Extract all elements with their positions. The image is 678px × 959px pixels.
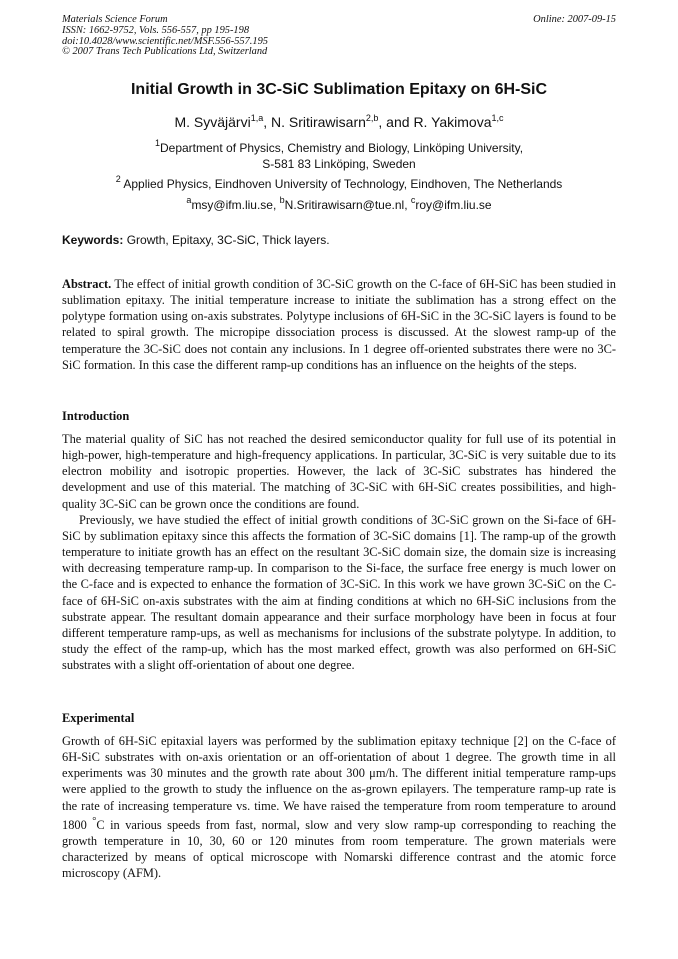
abstract bbox=[62, 276, 616, 373]
abstract-paragraph bbox=[62, 276, 616, 373]
author-superscript: 1,c bbox=[491, 113, 504, 123]
experimental-text-a: Growth of 6H-SiC epitaxial layers was performed by the sublimation epitaxy technique [2] on the C-face of 6H-SiC substrates with on-axis orientation or an off-orientation of about 1 degree. The growth time in all experiments was 30 minutes and the growth rate about 300 μm/h. The different initial temperature ramp-ups were applied to the growth to study the influence on the as-grown epilayers. The temperature ramp-up rate is the rate of increasing temperature vs. time. We have raised the temperature from room temperature to around 1800 bbox=[62, 734, 616, 832]
author-name: M. Syväjärvi bbox=[174, 114, 251, 130]
experimental-text-b: C in various speeds from fast, normal, slow and very slow ramp-up corresponding to reaching the growth temperature in 10, 30, 60 or 120 minutes from room temperature. The grown materials were characterized by means of optical microscope with Nomarski difference contrast and the atomic force microscopy (AFM). bbox=[62, 817, 616, 881]
affiliation-text: Applied Physics, Eindhoven University of Technology, Eindhoven, The Netherlands bbox=[123, 177, 563, 191]
section-heading-experimental: Experimental bbox=[62, 711, 135, 725]
affiliation-superscript: 2 bbox=[115, 174, 121, 184]
author-superscript: 1,a bbox=[250, 113, 264, 123]
email-link: roy@ifm.liu.se bbox=[415, 198, 492, 212]
keywords bbox=[62, 233, 330, 247]
author-separator: , and bbox=[378, 114, 414, 130]
affiliation-1 bbox=[0, 140, 678, 172]
journal-name: Materials Science Forum bbox=[62, 14, 168, 25]
author-separator: , bbox=[263, 114, 271, 130]
section-heading-introduction: Introduction bbox=[62, 409, 130, 423]
journal-header bbox=[62, 15, 268, 58]
degree-symbol: ° bbox=[92, 815, 97, 827]
experimental-paragraph-1 bbox=[62, 733, 616, 882]
journal-issn: ISSN: 1662-9752, Vols. 556-557, pp 195-198 bbox=[62, 24, 250, 36]
email-superscript: b bbox=[279, 195, 285, 205]
email-link: N.Sritirawisarn@tue.nl, bbox=[284, 198, 411, 212]
author-list bbox=[0, 114, 678, 130]
journal-copyright: © 2007 Trans Tech Publications Ltd, Switzerland bbox=[62, 46, 268, 58]
author-name: N. Sritirawisarn bbox=[270, 114, 366, 130]
abstract-text: The effect of initial growth condition of 3C-SiC growth on the C-face of 6H-SiC has been studied in sublimation epitaxy. The initial temperature increase to initiate the sublimation has a strong effect on the polytype formation using on-axis substrates. Polytype inclusions of 6H-SiC in the 3C-SiC layers is found to be related to spiral growth. The micropipe dissociation process is discussed. At the slowest ramp-up of the temperature the 3C-SiC does not contain any inclusions. In 1 degree off-oriented substrates there were no 3C-SiC formation. In this case the different ramp-up conditions has an influence on the heights of the steps. bbox=[62, 277, 616, 372]
abstract-label: Abstract. bbox=[62, 277, 112, 291]
online-date-text: Online: 2007-09-15 bbox=[533, 14, 616, 25]
author-name: R. Yakimova bbox=[413, 114, 492, 130]
affiliation-2-line-1 bbox=[0, 176, 678, 192]
affiliation-2 bbox=[0, 176, 678, 192]
introduction-paragraph-2: Previously, we have studied the effect of initial growth conditions of 3C-SiC grown on the Si-face of 6H-SiC by sublimation epitaxy since this affects the formation of 3C-SiC domains [1]. The ramp-up of the growth temperature to initiate growth has an effect on the resultant 3C-SiC domain size, the domain size is increasing with decreasing temperature ramp-up. In comparison to the Si-face, the surface free energy is much lower on the C-face and is expected to enhance the formation of 3C-SiC. In this work we have grown 3C-SiC on the C-face of 6H-SiC on-axis substrates with the aim at finding conditions at which no 6H-SiC inclusions from the substrate appear. The resultant domain appearance and their surface morphology have been in focus at four different temperature ramp-ups, as well as mechanisms for inclusions of the substrate polytype. In addition, to study the effect of the ramp-up, which has the most marked effect, growth was also performed on 6H-SiC substrates with a slight off-orientation of about one degree. bbox=[62, 512, 616, 673]
email-superscript: c bbox=[410, 195, 416, 205]
journal-doi: doi:10.4028/www.scientific.net/MSF.556-557.195 bbox=[62, 35, 268, 47]
email-link: msy@ifm.liu.se, bbox=[191, 198, 280, 212]
affiliation-1-line-2: S-581 83 Linköping, Sweden bbox=[262, 157, 416, 171]
affiliation-superscript: 1 bbox=[154, 138, 160, 148]
paper-title: Initial Growth in 3C-SiC Sublimation Epitaxy on 6H-SiC bbox=[130, 81, 548, 98]
introduction-paragraph-1: The material quality of SiC has not reached the desired semiconductor quality for full use of its potential in high-power, high-temperature and high-frequency applications. In particular, 3C-SiC is very suitable due to its electron mobility and isotropic properties. However, the lack of 3C-SiC substrates has hindered the development and use of this material. The matching of 3C-SiC with 6H-SiC creates possibilities, and high-quality 3C-SiC can be grown once the conditions are found. bbox=[62, 432, 616, 511]
affiliation-1-line-1 bbox=[0, 140, 678, 156]
introduction-body bbox=[62, 431, 616, 673]
affiliation-text: Department of Physics, Chemistry and Biology, Linköping University, bbox=[159, 141, 524, 155]
keywords-label: Keywords: bbox=[62, 233, 124, 247]
keywords-text: Growth, Epitaxy, 3C-SiC, Thick layers. bbox=[123, 233, 330, 247]
author-superscript: 2,b bbox=[365, 113, 379, 123]
online-date bbox=[533, 15, 616, 26]
experimental-body bbox=[62, 733, 616, 882]
author-emails bbox=[0, 195, 678, 212]
email-superscript: a bbox=[186, 195, 192, 205]
